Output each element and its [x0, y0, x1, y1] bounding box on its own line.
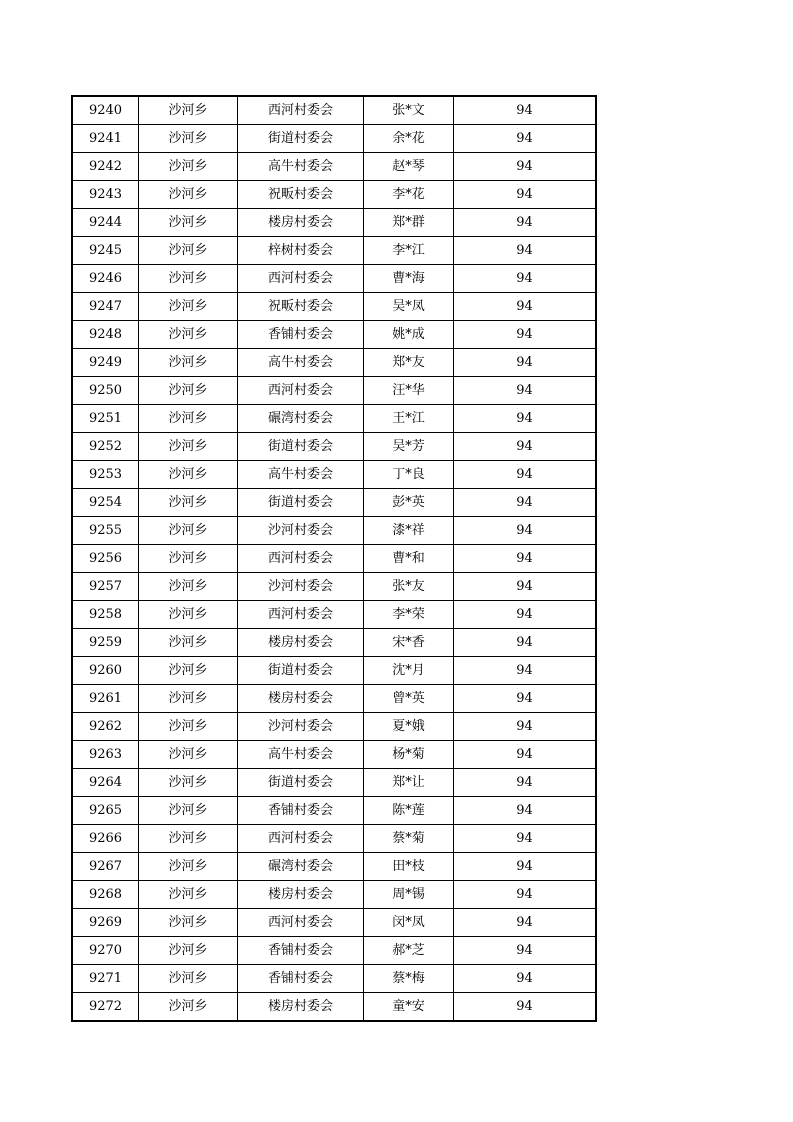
value-cell: 94 [454, 349, 596, 377]
village-committee-cell: 楼房村委会 [238, 881, 364, 909]
value-cell: 94 [454, 657, 596, 685]
township-cell: 沙河乡 [139, 405, 238, 433]
township-cell: 沙河乡 [139, 685, 238, 713]
table-row [73, 489, 596, 517]
township-cell: 沙河乡 [139, 937, 238, 965]
table-row [73, 125, 596, 153]
township-cell: 沙河乡 [139, 181, 238, 209]
village-committee-cell: 沙河村委会 [238, 573, 364, 601]
serial-number-cell: 9249 [73, 349, 139, 377]
township-cell: 沙河乡 [139, 573, 238, 601]
village-committee-cell: 香铺村委会 [238, 797, 364, 825]
value-cell: 94 [454, 629, 596, 657]
village-committee-cell: 楼房村委会 [238, 685, 364, 713]
table-row [73, 97, 596, 125]
village-committee-cell: 碾湾村委会 [238, 853, 364, 881]
village-committee-cell: 沙河村委会 [238, 517, 364, 545]
table-row [73, 629, 596, 657]
name-cell: 郑*友 [364, 349, 454, 377]
value-cell: 94 [454, 741, 596, 769]
data-table [72, 96, 596, 1021]
township-cell: 沙河乡 [139, 713, 238, 741]
serial-number-cell: 9240 [73, 97, 139, 125]
township-cell: 沙河乡 [139, 377, 238, 405]
table-row [73, 797, 596, 825]
serial-number-cell: 9242 [73, 153, 139, 181]
table-row [73, 349, 596, 377]
value-cell: 94 [454, 797, 596, 825]
table-row [73, 601, 596, 629]
village-committee-cell: 街道村委会 [238, 433, 364, 461]
serial-number-cell: 9255 [73, 517, 139, 545]
village-committee-cell: 楼房村委会 [238, 993, 364, 1021]
value-cell: 94 [454, 601, 596, 629]
value-cell: 94 [454, 181, 596, 209]
village-committee-cell: 西河村委会 [238, 825, 364, 853]
serial-number-cell: 9250 [73, 377, 139, 405]
name-cell: 闵*凤 [364, 909, 454, 937]
table-row [73, 993, 596, 1021]
village-committee-cell: 街道村委会 [238, 769, 364, 797]
value-cell: 94 [454, 125, 596, 153]
township-cell: 沙河乡 [139, 237, 238, 265]
township-cell: 沙河乡 [139, 349, 238, 377]
table-row [73, 881, 596, 909]
value-cell: 94 [454, 685, 596, 713]
value-cell: 94 [454, 909, 596, 937]
township-cell: 沙河乡 [139, 321, 238, 349]
serial-number-cell: 9256 [73, 545, 139, 573]
name-cell: 余*花 [364, 125, 454, 153]
value-cell: 94 [454, 713, 596, 741]
village-committee-cell: 西河村委会 [238, 265, 364, 293]
table-row [73, 685, 596, 713]
table-row [73, 209, 596, 237]
table-row [73, 741, 596, 769]
name-cell: 吴*芳 [364, 433, 454, 461]
value-cell: 94 [454, 545, 596, 573]
table-row [73, 769, 596, 797]
village-committee-cell: 高牛村委会 [238, 741, 364, 769]
village-committee-cell: 楼房村委会 [238, 209, 364, 237]
value-cell: 94 [454, 489, 596, 517]
value-cell: 94 [454, 517, 596, 545]
village-committee-cell: 碾湾村委会 [238, 405, 364, 433]
table-row [73, 573, 596, 601]
township-cell: 沙河乡 [139, 657, 238, 685]
township-cell: 沙河乡 [139, 125, 238, 153]
village-committee-cell: 祝畈村委会 [238, 181, 364, 209]
township-cell: 沙河乡 [139, 853, 238, 881]
village-committee-cell: 西河村委会 [238, 377, 364, 405]
serial-number-cell: 9245 [73, 237, 139, 265]
table-row [73, 181, 596, 209]
value-cell: 94 [454, 881, 596, 909]
village-committee-cell: 高牛村委会 [238, 153, 364, 181]
value-cell: 94 [454, 461, 596, 489]
name-cell: 曹*海 [364, 265, 454, 293]
serial-number-cell: 9271 [73, 965, 139, 993]
village-committee-cell: 西河村委会 [238, 97, 364, 125]
name-cell: 张*友 [364, 573, 454, 601]
table-row [73, 853, 596, 881]
township-cell: 沙河乡 [139, 461, 238, 489]
serial-number-cell: 9257 [73, 573, 139, 601]
name-cell: 李*江 [364, 237, 454, 265]
name-cell: 王*江 [364, 405, 454, 433]
village-committee-cell: 街道村委会 [238, 489, 364, 517]
table-row [73, 265, 596, 293]
serial-number-cell: 9254 [73, 489, 139, 517]
serial-number-cell: 9267 [73, 853, 139, 881]
township-cell: 沙河乡 [139, 265, 238, 293]
township-cell: 沙河乡 [139, 993, 238, 1021]
township-cell: 沙河乡 [139, 209, 238, 237]
table-body [73, 97, 596, 1021]
value-cell: 94 [454, 937, 596, 965]
township-cell: 沙河乡 [139, 601, 238, 629]
value-cell: 94 [454, 209, 596, 237]
serial-number-cell: 9269 [73, 909, 139, 937]
value-cell: 94 [454, 153, 596, 181]
name-cell: 周*锡 [364, 881, 454, 909]
value-cell: 94 [454, 433, 596, 461]
township-cell: 沙河乡 [139, 825, 238, 853]
serial-number-cell: 9258 [73, 601, 139, 629]
value-cell: 94 [454, 377, 596, 405]
serial-number-cell: 9263 [73, 741, 139, 769]
village-committee-cell: 祝畈村委会 [238, 293, 364, 321]
serial-number-cell: 9246 [73, 265, 139, 293]
township-cell: 沙河乡 [139, 489, 238, 517]
table-row [73, 153, 596, 181]
township-cell: 沙河乡 [139, 741, 238, 769]
serial-number-cell: 9270 [73, 937, 139, 965]
value-cell: 94 [454, 237, 596, 265]
serial-number-cell: 9241 [73, 125, 139, 153]
table-row [73, 433, 596, 461]
village-committee-cell: 楼房村委会 [238, 629, 364, 657]
village-committee-cell: 高牛村委会 [238, 349, 364, 377]
serial-number-cell: 9259 [73, 629, 139, 657]
table-row [73, 657, 596, 685]
serial-number-cell: 9260 [73, 657, 139, 685]
table-row [73, 237, 596, 265]
name-cell: 郝*芝 [364, 937, 454, 965]
value-cell: 94 [454, 405, 596, 433]
table-row [73, 825, 596, 853]
table-row [73, 405, 596, 433]
name-cell: 赵*琴 [364, 153, 454, 181]
name-cell: 彭*英 [364, 489, 454, 517]
village-committee-cell: 西河村委会 [238, 909, 364, 937]
table-row [73, 321, 596, 349]
table-row [73, 909, 596, 937]
value-cell: 94 [454, 965, 596, 993]
value-cell: 94 [454, 97, 596, 125]
serial-number-cell: 9251 [73, 405, 139, 433]
name-cell: 蔡*菊 [364, 825, 454, 853]
village-committee-cell: 西河村委会 [238, 545, 364, 573]
serial-number-cell: 9266 [73, 825, 139, 853]
name-cell: 曾*英 [364, 685, 454, 713]
name-cell: 杨*菊 [364, 741, 454, 769]
township-cell: 沙河乡 [139, 545, 238, 573]
name-cell: 丁*良 [364, 461, 454, 489]
value-cell: 94 [454, 293, 596, 321]
serial-number-cell: 9244 [73, 209, 139, 237]
township-cell: 沙河乡 [139, 153, 238, 181]
name-cell: 姚*成 [364, 321, 454, 349]
name-cell: 沈*月 [364, 657, 454, 685]
township-cell: 沙河乡 [139, 433, 238, 461]
serial-number-cell: 9272 [73, 993, 139, 1021]
table-row [73, 377, 596, 405]
table-row [73, 293, 596, 321]
village-committee-cell: 梓树村委会 [238, 237, 364, 265]
serial-number-cell: 9248 [73, 321, 139, 349]
table-row [73, 713, 596, 741]
name-cell: 郑*让 [364, 769, 454, 797]
name-cell: 吴*凤 [364, 293, 454, 321]
table-row [73, 545, 596, 573]
serial-number-cell: 9253 [73, 461, 139, 489]
name-cell: 宋*香 [364, 629, 454, 657]
name-cell: 汪*华 [364, 377, 454, 405]
name-cell: 漆*祥 [364, 517, 454, 545]
name-cell: 田*枝 [364, 853, 454, 881]
township-cell: 沙河乡 [139, 965, 238, 993]
value-cell: 94 [454, 321, 596, 349]
village-committee-cell: 沙河村委会 [238, 713, 364, 741]
serial-number-cell: 9247 [73, 293, 139, 321]
township-cell: 沙河乡 [139, 881, 238, 909]
value-cell: 94 [454, 265, 596, 293]
township-cell: 沙河乡 [139, 97, 238, 125]
township-cell: 沙河乡 [139, 629, 238, 657]
value-cell: 94 [454, 853, 596, 881]
township-cell: 沙河乡 [139, 909, 238, 937]
table-row [73, 461, 596, 489]
value-cell: 94 [454, 573, 596, 601]
township-cell: 沙河乡 [139, 769, 238, 797]
village-committee-cell: 香铺村委会 [238, 965, 364, 993]
village-committee-cell: 街道村委会 [238, 657, 364, 685]
value-cell: 94 [454, 769, 596, 797]
name-cell: 李*荣 [364, 601, 454, 629]
serial-number-cell: 9261 [73, 685, 139, 713]
value-cell: 94 [454, 993, 596, 1021]
name-cell: 张*文 [364, 97, 454, 125]
name-cell: 李*花 [364, 181, 454, 209]
serial-number-cell: 9268 [73, 881, 139, 909]
value-cell: 94 [454, 825, 596, 853]
name-cell: 蔡*梅 [364, 965, 454, 993]
township-cell: 沙河乡 [139, 293, 238, 321]
serial-number-cell: 9264 [73, 769, 139, 797]
township-cell: 沙河乡 [139, 797, 238, 825]
serial-number-cell: 9252 [73, 433, 139, 461]
serial-number-cell: 9243 [73, 181, 139, 209]
table-row [73, 517, 596, 545]
village-committee-cell: 街道村委会 [238, 125, 364, 153]
village-committee-cell: 香铺村委会 [238, 321, 364, 349]
serial-number-cell: 9262 [73, 713, 139, 741]
name-cell: 童*安 [364, 993, 454, 1021]
village-committee-cell: 香铺村委会 [238, 937, 364, 965]
name-cell: 曹*和 [364, 545, 454, 573]
village-committee-cell: 高牛村委会 [238, 461, 364, 489]
table-row [73, 937, 596, 965]
name-cell: 陈*莲 [364, 797, 454, 825]
village-committee-cell: 西河村委会 [238, 601, 364, 629]
serial-number-cell: 9265 [73, 797, 139, 825]
name-cell: 夏*娥 [364, 713, 454, 741]
table-row [73, 965, 596, 993]
township-cell: 沙河乡 [139, 517, 238, 545]
name-cell: 郑*群 [364, 209, 454, 237]
